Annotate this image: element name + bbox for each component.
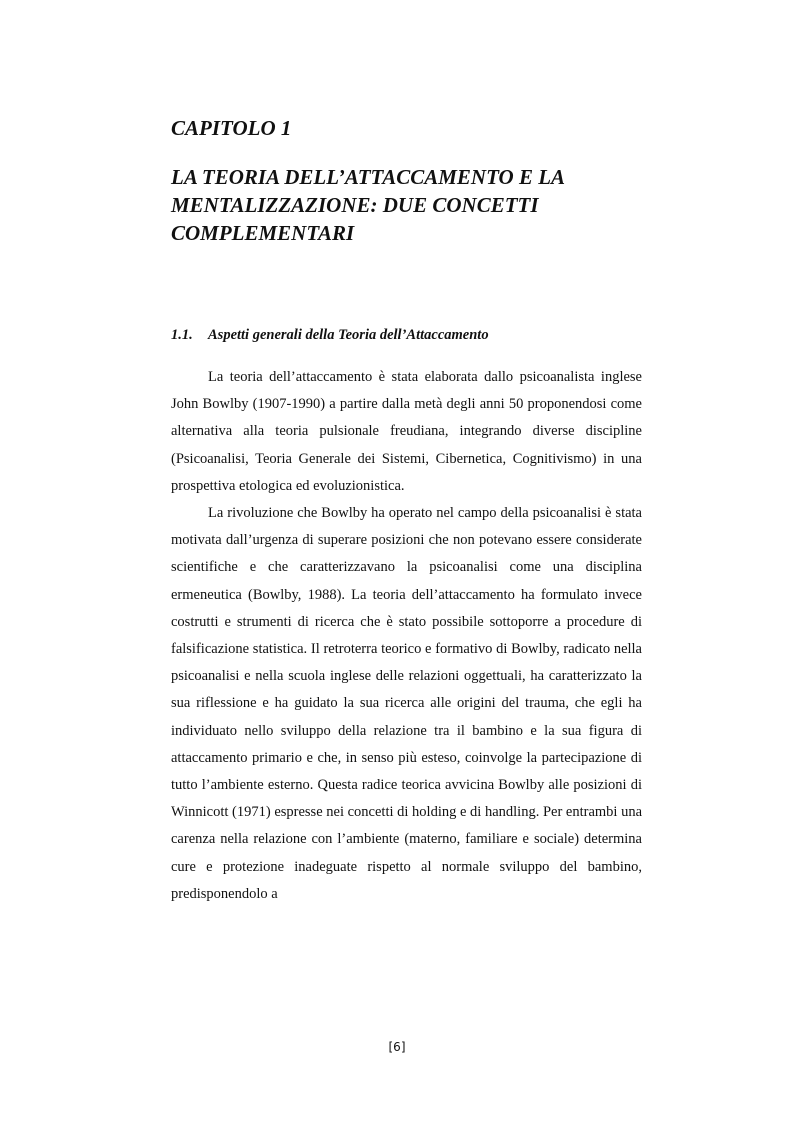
chapter-label: CAPITOLO 1 xyxy=(171,116,292,140)
section-heading xyxy=(171,324,489,346)
chapter-title-line: MENTALIZZAZIONE: DUE CONCETTI xyxy=(171,193,539,217)
chapter-title xyxy=(171,163,651,247)
body-text xyxy=(171,364,642,908)
paragraph: La rivoluzione che Bowlby ha operato nel campo della psicoanalisi è stata motivata dall’urgenza di superare posizioni che non potevano essere considerate scientifiche e che caratterizzavano la psicoanalisi come una disciplina ermeneutica (Bowlby, 1988). La teoria dell’attaccamento ha formulato invece costrutti e strumenti di ricerca che è stato possibile sottoporre a procedure di falsificazione statistica. Il retroterra teorico e formativo di Bowlby, radicato nella psicoanalisi e nella scuola inglese delle relazioni oggettuali, ha caratterizzato la sua riflessione e ha guidato la sua ricerca alle origini del trauma, che egli ha individuato nello sviluppo della relazione tra il bambino e la sua figura di attaccamento primario e che, in senso più esteso, coinvolge la partecipazione di tutto l’ambiente esterno. Questa radice teorica avvicina Bowlby alle posizioni di Winnicott (1971) espresse nei concetti di holding e di handling. Per entrambi una carenza nella relazione con l’ambiente (materno, familiare e sociale) determina cure e protezione inadeguate rispetto al normale sviluppo del bambino, predisponendolo a xyxy=(171,505,642,902)
page-number: [6] xyxy=(388,1040,406,1054)
chapter-title-line: LA TEORIA DELL’ATTACCAMENTO E LA xyxy=(171,165,566,189)
paragraph: La teoria dell’attaccamento è stata elaborata dallo psicoanalista inglese John Bowlby (1907-1990) a partire dalla metà degli anni 50 proponendosi come alternativa alla teoria pulsionale freudiana, integrando diverse discipline (Psicoanalisi, Teoria Generale dei Sistemi, Cibernetica, Cognitivismo) in una prospettiva etologica ed evoluzionistica. xyxy=(171,369,642,494)
section-title: Aspetti generali della Teoria dell’Attaccamento xyxy=(208,327,489,343)
chapter-title-line: COMPLEMENTARI xyxy=(171,221,355,245)
section-number: 1.1. xyxy=(171,327,193,343)
